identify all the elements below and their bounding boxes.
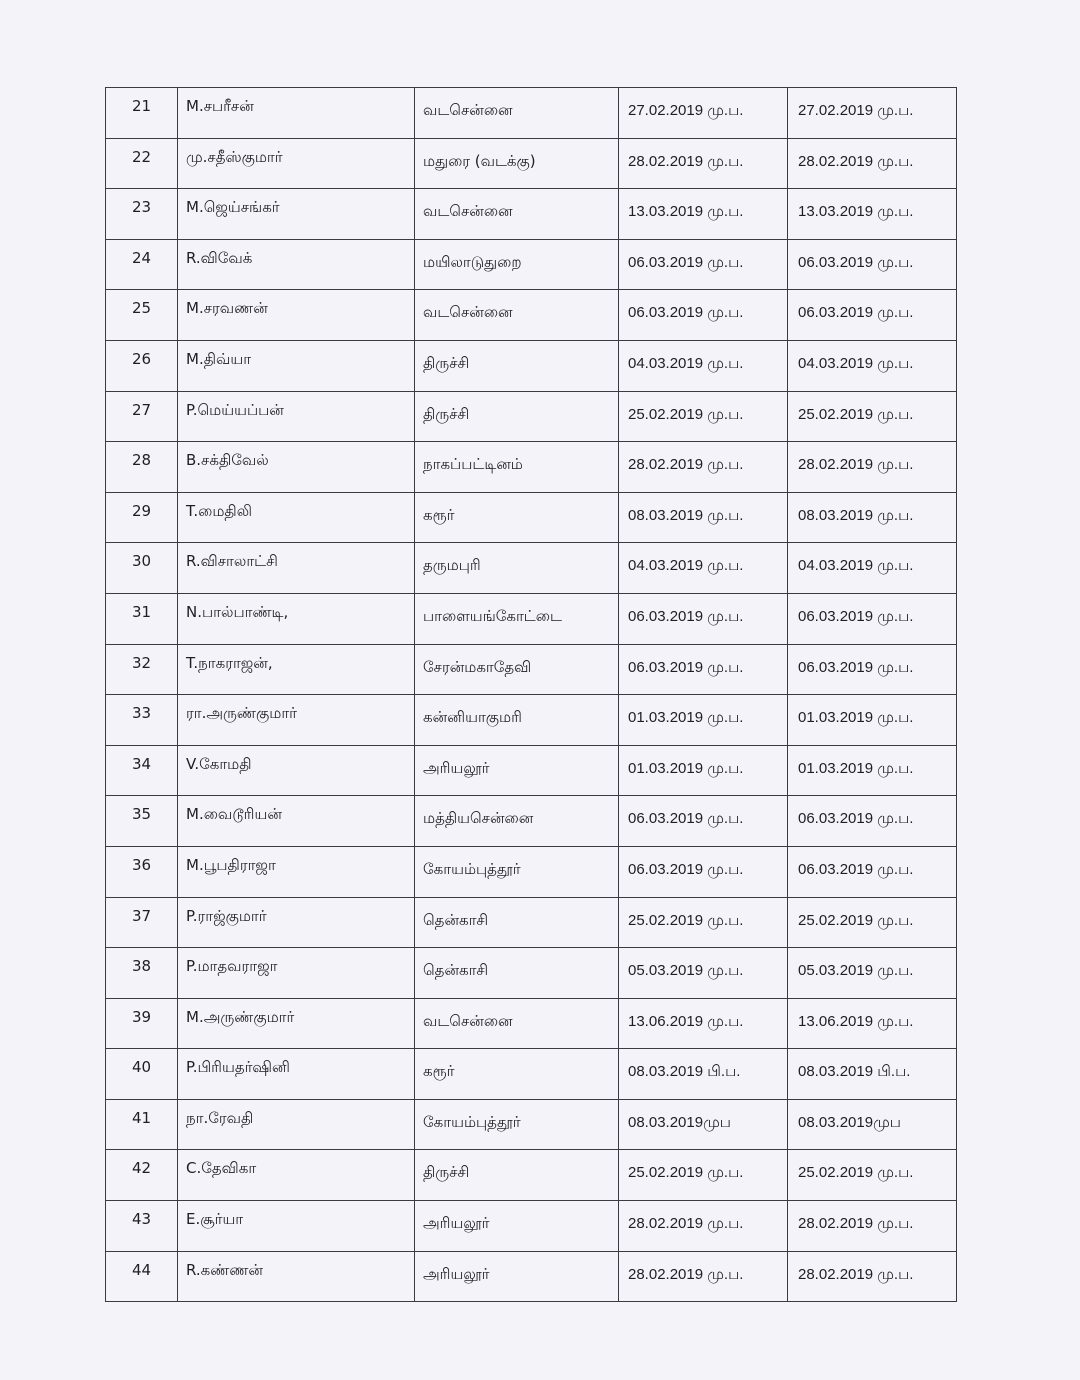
table-row (106, 745, 957, 796)
table-row (106, 796, 957, 847)
cell-serial-number: 39 (106, 998, 178, 1049)
cell-name: C.தேவிகா (178, 1150, 415, 1201)
cell-place: வடசென்னை (415, 189, 619, 240)
cell-serial-number: 44 (106, 1251, 178, 1302)
table-row (106, 543, 957, 594)
table-row (106, 189, 957, 240)
cell-date-from: 13.06.2019 மு.ப. (619, 998, 788, 1049)
table-row (106, 1201, 957, 1252)
cell-date-from: 06.03.2019 மு.ப. (619, 239, 788, 290)
cell-date-from: 25.02.2019 மு.ப. (619, 1150, 788, 1201)
cell-place: தென்காசி (415, 897, 619, 948)
cell-name: ரா.அருண்குமார் (178, 695, 415, 746)
cell-serial-number: 37 (106, 897, 178, 948)
table-row (106, 593, 957, 644)
cell-date-to: 06.03.2019 மு.ப. (788, 644, 957, 695)
cell-place: தென்காசி (415, 948, 619, 999)
cell-date-from: 28.02.2019 மு.ப. (619, 138, 788, 189)
cell-date-from: 04.03.2019 மு.ப. (619, 543, 788, 594)
cell-date-from: 08.03.2019 மு.ப. (619, 492, 788, 543)
cell-serial-number: 34 (106, 745, 178, 796)
cell-name: M.வைடூரியன் (178, 796, 415, 847)
cell-serial-number: 24 (106, 239, 178, 290)
table-row (106, 492, 957, 543)
cell-date-from: 28.02.2019 மு.ப. (619, 442, 788, 493)
cell-name: R.விவேக் (178, 239, 415, 290)
cell-date-from: 06.03.2019 மு.ப. (619, 644, 788, 695)
cell-serial-number: 33 (106, 695, 178, 746)
cell-place: திருச்சி (415, 1150, 619, 1201)
cell-place: மயிலாடுதுறை (415, 239, 619, 290)
cell-place: கன்னியாகுமரி (415, 695, 619, 746)
cell-date-to: 01.03.2019 மு.ப. (788, 695, 957, 746)
cell-serial-number: 29 (106, 492, 178, 543)
cell-place: அரியலூர் (415, 745, 619, 796)
cell-name: E.சூர்யா (178, 1201, 415, 1252)
cell-date-to: 06.03.2019 மு.ப. (788, 796, 957, 847)
cell-name: M.அருண்குமார் (178, 998, 415, 1049)
cell-date-to: 28.02.2019 மு.ப. (788, 1201, 957, 1252)
cell-name: R.விசாலாட்சி (178, 543, 415, 594)
cell-serial-number: 21 (106, 88, 178, 139)
cell-serial-number: 30 (106, 543, 178, 594)
cell-name: M.ஜெய்சங்கர் (178, 189, 415, 240)
cell-serial-number: 35 (106, 796, 178, 847)
cell-date-from: 01.03.2019 மு.ப. (619, 745, 788, 796)
cell-date-to: 28.02.2019 மு.ப. (788, 442, 957, 493)
cell-name: P.பிரியதர்ஷினி (178, 1049, 415, 1100)
cell-place: கோயம்புத்தூர் (415, 846, 619, 897)
cell-name: N.பால்பாண்டி, (178, 593, 415, 644)
cell-place: வடசென்னை (415, 88, 619, 139)
cell-date-to: 25.02.2019 மு.ப. (788, 391, 957, 442)
cell-name: M.சபரீசன் (178, 88, 415, 139)
cell-name: நா.ரேவதி (178, 1099, 415, 1150)
data-table (105, 87, 957, 1302)
cell-date-from: 27.02.2019 மு.ப. (619, 88, 788, 139)
cell-place: கோயம்புத்தூர் (415, 1099, 619, 1150)
cell-serial-number: 43 (106, 1201, 178, 1252)
cell-serial-number: 26 (106, 340, 178, 391)
cell-place: மதுரை (வடக்கு) (415, 138, 619, 189)
cell-serial-number: 40 (106, 1049, 178, 1100)
cell-date-from: 25.02.2019 மு.ப. (619, 897, 788, 948)
cell-name: M.பூபதிராஜா (178, 846, 415, 897)
cell-date-to: 08.03.2019 மு.ப. (788, 492, 957, 543)
cell-date-to: 25.02.2019 மு.ப. (788, 1150, 957, 1201)
cell-date-from: 28.02.2019 மு.ப. (619, 1201, 788, 1252)
table-row (106, 695, 957, 746)
cell-date-to: 04.03.2019 மு.ப. (788, 543, 957, 594)
cell-date-from: 06.03.2019 மு.ப. (619, 290, 788, 341)
cell-place: அரியலூர் (415, 1201, 619, 1252)
cell-name: மு.சதீஸ்குமார் (178, 138, 415, 189)
cell-date-to: 05.03.2019 மு.ப. (788, 948, 957, 999)
table-row (106, 948, 957, 999)
table-row (106, 88, 957, 139)
cell-place: கரூர் (415, 1049, 619, 1100)
table-body (106, 88, 957, 1302)
cell-serial-number: 22 (106, 138, 178, 189)
cell-name: P.மெய்யப்பன் (178, 391, 415, 442)
cell-place: வடசென்னை (415, 998, 619, 1049)
table-row (106, 1099, 957, 1150)
cell-place: வடசென்னை (415, 290, 619, 341)
cell-date-to: 06.03.2019 மு.ப. (788, 239, 957, 290)
cell-name: T.நாகராஜன், (178, 644, 415, 695)
cell-name: V.கோமதி (178, 745, 415, 796)
table-row (106, 998, 957, 1049)
cell-date-to: 13.03.2019 மு.ப. (788, 189, 957, 240)
cell-place: மத்தியசென்னை (415, 796, 619, 847)
cell-date-from: 06.03.2019 மு.ப. (619, 593, 788, 644)
table-row (106, 442, 957, 493)
cell-date-from: 25.02.2019 மு.ப. (619, 391, 788, 442)
cell-date-to: 28.02.2019 மு.ப. (788, 138, 957, 189)
cell-place: கரூர் (415, 492, 619, 543)
cell-date-to: 08.03.2019முப (788, 1099, 957, 1150)
cell-name: B.சக்திவேல் (178, 442, 415, 493)
cell-place: திருச்சி (415, 340, 619, 391)
cell-date-to: 25.02.2019 மு.ப. (788, 897, 957, 948)
cell-serial-number: 38 (106, 948, 178, 999)
cell-date-to: 08.03.2019 பி.ப. (788, 1049, 957, 1100)
cell-date-from: 05.03.2019 மு.ப. (619, 948, 788, 999)
cell-name: M.திவ்யா (178, 340, 415, 391)
table-row (106, 897, 957, 948)
cell-name: P.மாதவராஜா (178, 948, 415, 999)
table-row (106, 138, 957, 189)
cell-place: சேரன்மகாதேவி (415, 644, 619, 695)
cell-serial-number: 41 (106, 1099, 178, 1150)
cell-date-from: 13.03.2019 மு.ப. (619, 189, 788, 240)
table-row (106, 340, 957, 391)
cell-date-from: 01.03.2019 மு.ப. (619, 695, 788, 746)
table-row (106, 846, 957, 897)
cell-place: திருச்சி (415, 391, 619, 442)
table-row (106, 1049, 957, 1100)
cell-date-to: 01.03.2019 மு.ப. (788, 745, 957, 796)
table-row (106, 239, 957, 290)
cell-date-to: 27.02.2019 மு.ப. (788, 88, 957, 139)
cell-date-to: 13.06.2019 மு.ப. (788, 998, 957, 1049)
cell-serial-number: 31 (106, 593, 178, 644)
table-row (106, 290, 957, 341)
cell-date-to: 28.02.2019 மு.ப. (788, 1251, 957, 1302)
cell-name: M.சரவணன் (178, 290, 415, 341)
cell-serial-number: 32 (106, 644, 178, 695)
cell-serial-number: 27 (106, 391, 178, 442)
cell-place: தருமபுரி (415, 543, 619, 594)
cell-name: T.மைதிலி (178, 492, 415, 543)
cell-date-from: 06.03.2019 மு.ப. (619, 846, 788, 897)
cell-date-from: 28.02.2019 மு.ப. (619, 1251, 788, 1302)
cell-place: அரியலூர் (415, 1251, 619, 1302)
cell-date-to: 06.03.2019 மு.ப. (788, 290, 957, 341)
cell-serial-number: 28 (106, 442, 178, 493)
cell-date-to: 04.03.2019 மு.ப. (788, 340, 957, 391)
cell-name: R.கண்ணன் (178, 1251, 415, 1302)
cell-serial-number: 23 (106, 189, 178, 240)
cell-serial-number: 25 (106, 290, 178, 341)
cell-date-from: 06.03.2019 மு.ப. (619, 796, 788, 847)
cell-serial-number: 42 (106, 1150, 178, 1201)
cell-date-from: 08.03.2019முப (619, 1099, 788, 1150)
cell-date-from: 08.03.2019 பி.ப. (619, 1049, 788, 1100)
table-row (106, 644, 957, 695)
table-row (106, 1251, 957, 1302)
cell-date-from: 04.03.2019 மு.ப. (619, 340, 788, 391)
table-row (106, 391, 957, 442)
table-row (106, 1150, 957, 1201)
cell-place: நாகப்பட்டினம் (415, 442, 619, 493)
cell-place: பாளையங்கோட்டை (415, 593, 619, 644)
cell-date-to: 06.03.2019 மு.ப. (788, 593, 957, 644)
cell-date-to: 06.03.2019 மு.ப. (788, 846, 957, 897)
cell-name: P.ராஜ்குமார் (178, 897, 415, 948)
cell-serial-number: 36 (106, 846, 178, 897)
